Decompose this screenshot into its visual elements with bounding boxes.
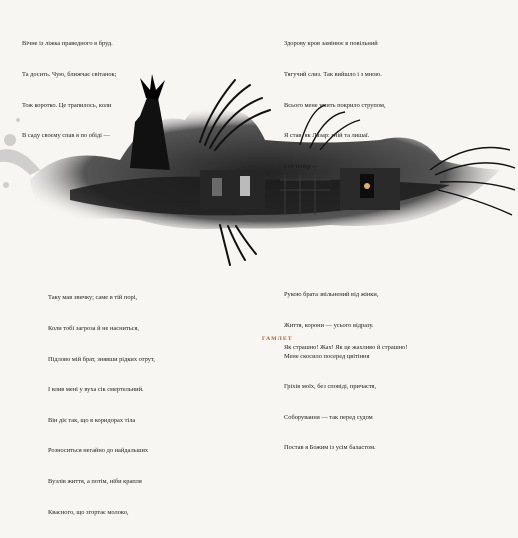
verse-left-top (22, 19, 116, 162)
verse-line: Таку мав звичку; саме в тій порі, (48, 294, 138, 302)
verse-line: Гріхів моїх, без сповіді, причастя, (284, 383, 377, 391)
speaker-name: ГАМЛЕТ (262, 336, 293, 342)
verse-line: Соборування — так перед судом (284, 413, 373, 421)
verse-line: І от тепер — (284, 162, 319, 170)
verse-line: Квасного, що згортає молоко, (48, 508, 129, 516)
verse-right-bottom (284, 270, 378, 474)
verse-line: Вічне із ліжка праведного в бруд. (22, 40, 113, 48)
verse-line: І влив мені у вуха сік смертельний. (48, 386, 144, 394)
verse-line: Розноситься негайно до найдальших (48, 447, 149, 455)
verse-left-bottom (48, 273, 155, 538)
verse-line: В саду своєму спав я по обіді — (22, 132, 110, 140)
verse-line: Рукою брата звільнений від жінки, (284, 291, 379, 299)
verse-line: Він діє так, що в коридорах тіла (48, 416, 136, 424)
verse-line: Життя, корони — усього відразу. (284, 322, 374, 330)
verse-line: Я став, як Лазар: гній та лишаї. (284, 132, 370, 140)
verse-line: Здорову кров замінює в повільний (284, 40, 378, 48)
verse-line: Вузлів життя, а потім, ніби крапля (48, 478, 142, 486)
verse-line: Тож коротко. Це трапилось, коли (22, 101, 112, 109)
verse-line: Мене скосило посеред цвітіння (284, 352, 370, 360)
verse-right-top (284, 19, 386, 192)
verse-line: Всього мене умить покрило струпом, (284, 101, 386, 109)
verse-line: Тягучий слиз. Так вийшло і з мною. (284, 71, 382, 79)
verse-line: Постав я Божим із усім баластом. (284, 444, 376, 452)
verse-line: Та досить. Чую, ближчає світанок; (22, 71, 117, 79)
speaker-line: Як страшно! Жах! Як це жахливо й страшно! (284, 344, 408, 351)
verse-line: Підлово мій брат, знявши рідких отрут, (48, 355, 155, 363)
verse-line: Коли тобі загроза й не насниться, (48, 325, 140, 333)
